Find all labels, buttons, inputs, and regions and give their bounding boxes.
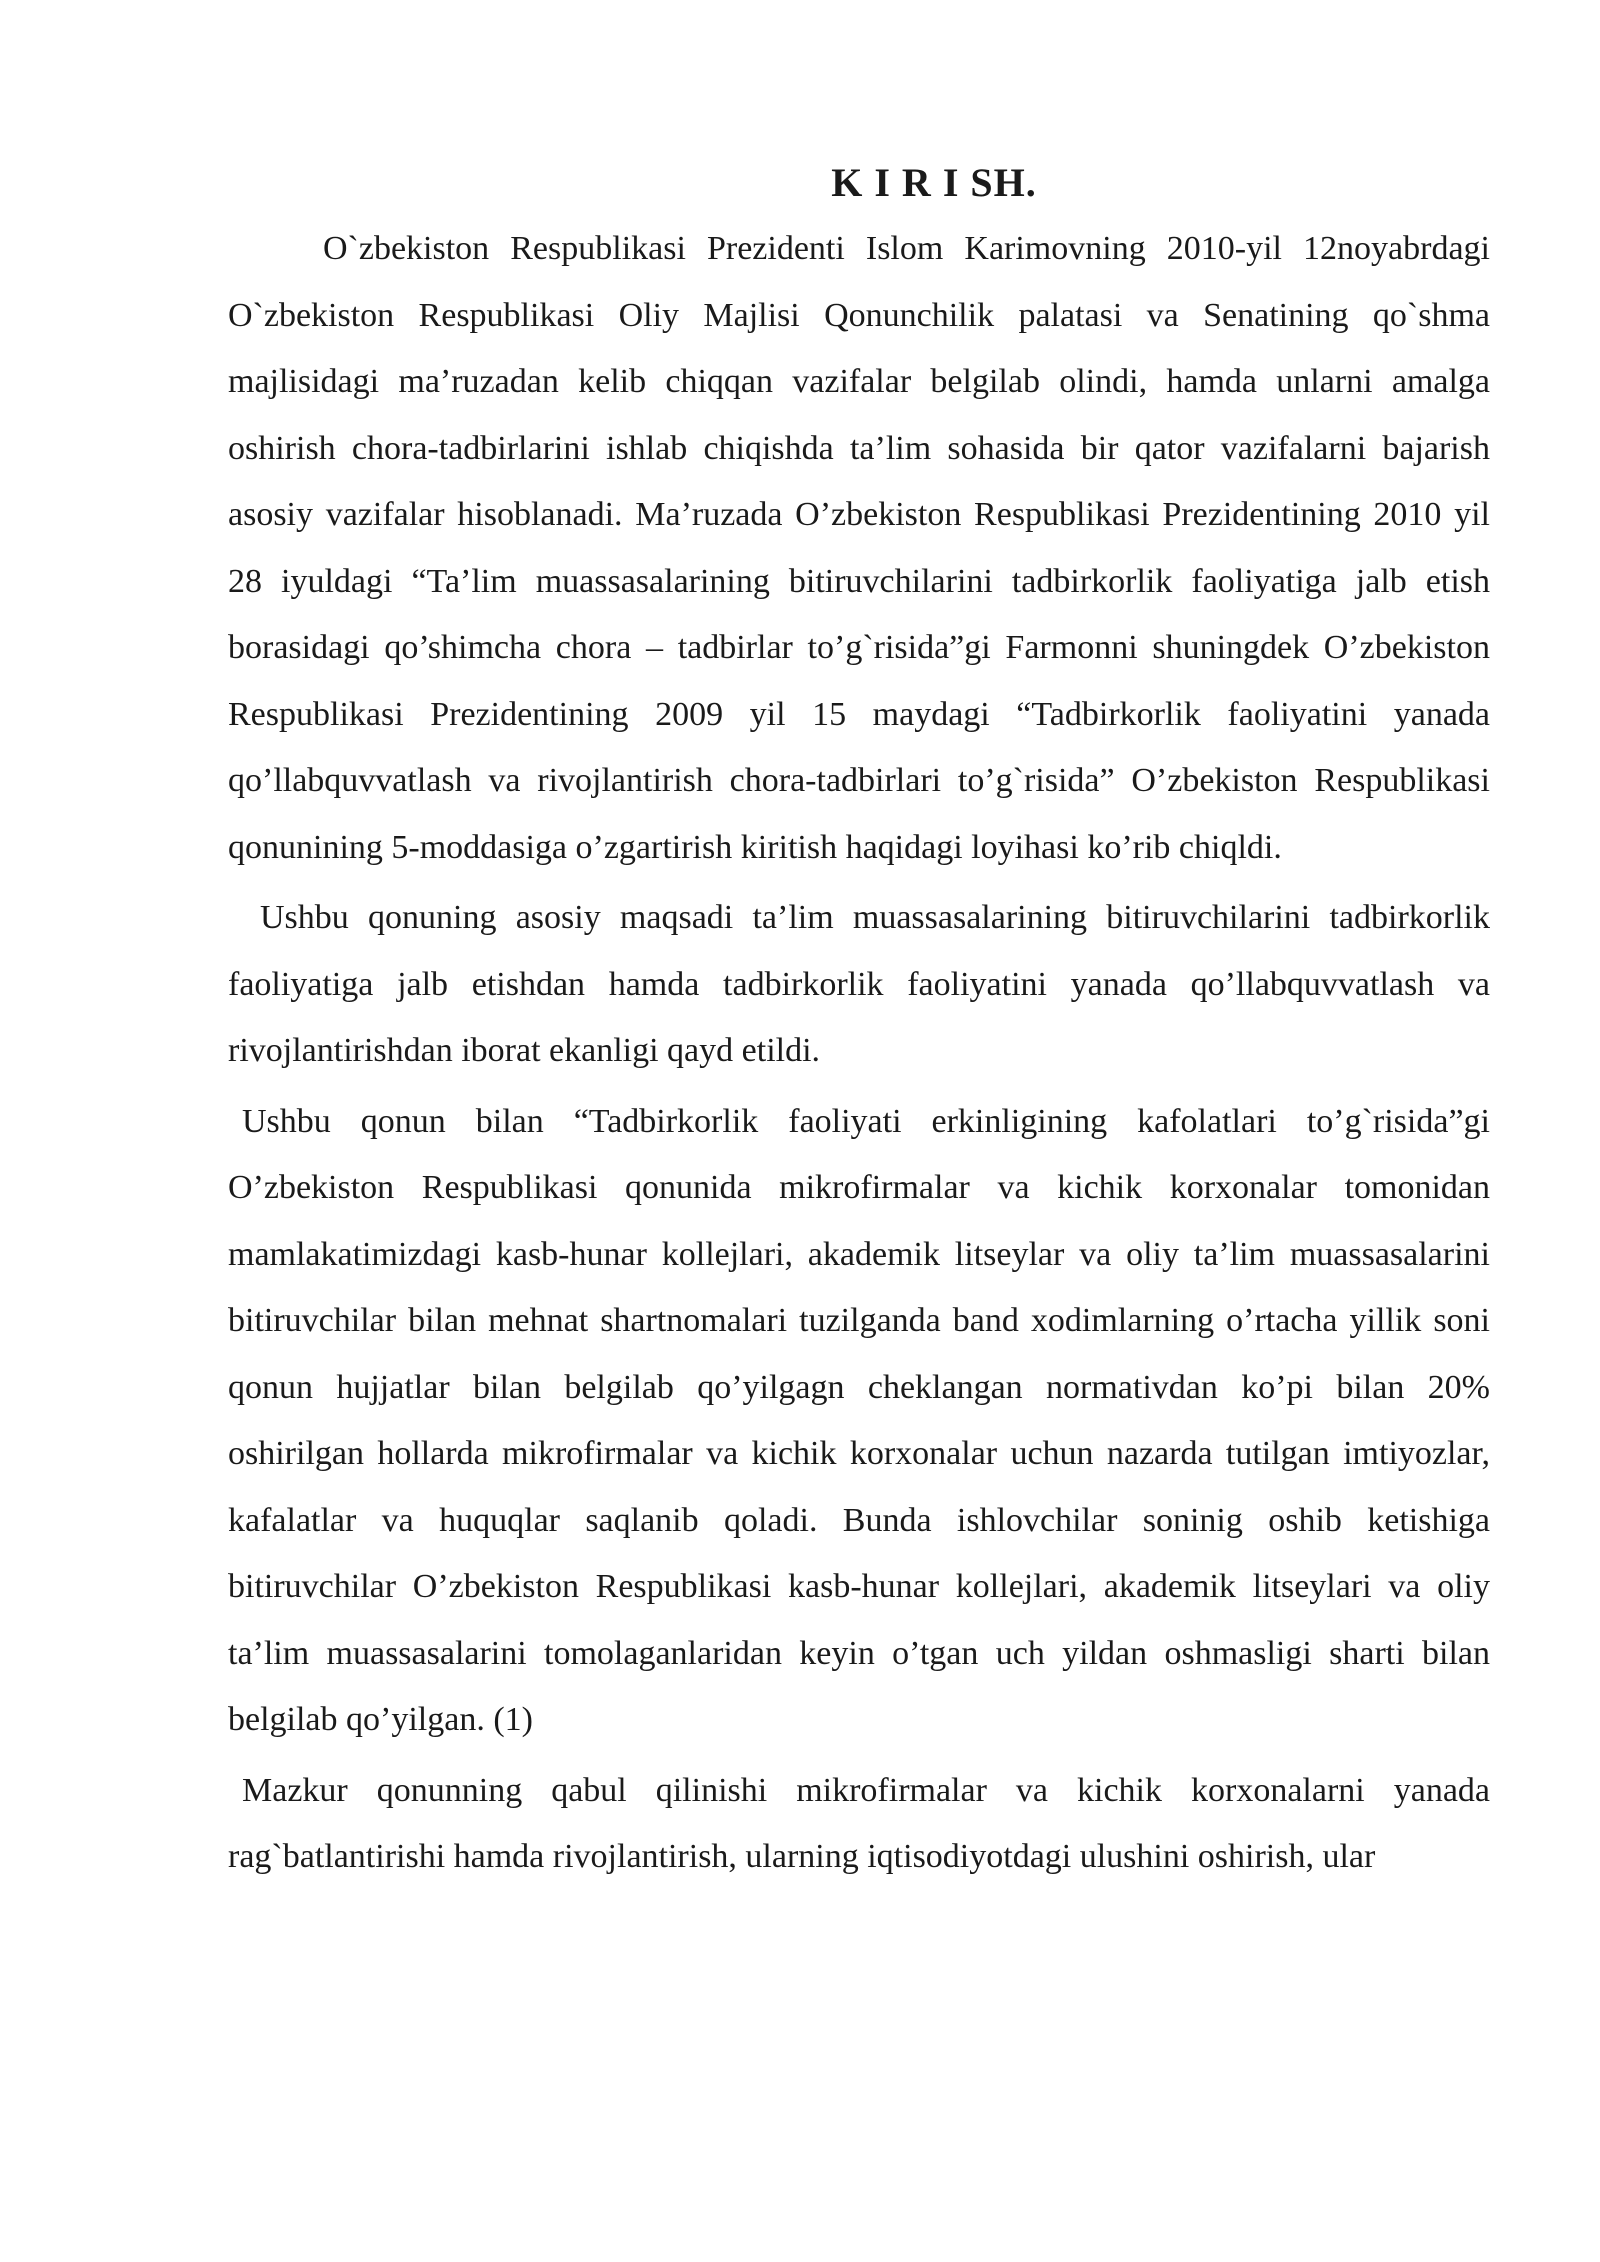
page-title: K I R I SH. [831,160,1037,205]
paragraph-conclusion: Mazkur qonunning qabul qilinishi mikrofirmalar va kichik korxonalarni yanada rag`batlantirishi hamda rivojlantirish, ularning iqtisodiyotdagi ulushini oshirish, ular [228,1771,1490,1875]
paragraph-law-purpose: Ushbu qonuning asosiy maqsadi ta’lim muassasalarining bitiruvchilarini tadbirkorlik faoliyatiga jalb etishdan hamda tadbirkorlik faoliyatini yanada qo’llabquvvatlash va rivojlantirishdan iborat ekanligi qayd etildi. [228,899,1490,1069]
paragraph-law-details: Ushbu qonun bilan “Tadbirkorlik faoliyati erkinligining kafolatlari to’g`risida”gi O’zbekiston Respublikasi qonunida mikrofirmalar va kichik korxonalar tomonidan mamlakatimizdagi kasb-hunar kollejlari, akademik litseylar va oliy ta’lim muassasalarini bitiruvchilar bilan mehnat shartnomalari tuzilganda band xodimlarning o’rtacha yillik soni qonun hujjatlar bilan belgilab qo’yilgagn cheklangan normativdan ko’pi bilan 20% oshirilgan hollarda mikrofirmalar va kichik korxonalar uchun nazarda tutilgan imtiyozlar, kafalatlar va huquqlar saqlanib qoladi. Bunda ishlovchilar soninig oshib ketishiga bitiruvchilar O’zbekiston Respublikasi kasb-hunar kollejlari, akademik litseylari va oliy ta’lim muassasalarini tomolaganlaridan keyin o’tgan uch yildan oshmasligi sharti bilan belgilab qo’yilgan. (1) [228,1102,1490,1738]
paragraph-intro: O`zbekiston Respublikasi Prezidenti Islom Karimovning 2010-yil 12noyabrdagi O`zbekiston Respublikasi Oliy Majlisi Qonunchilik palatasi va Senatining qo`shma majlisidagi ma’ruzadan kelib chiqqan vazifalar belgilab olindi, hamda unlarni amalga oshirish chora-tadbirlarini ishlab chiqishda ta’lim sohasida bir qator vazifalarni bajarish asosiy vazifalar hisoblanadi. Ma’ruzada O’zbekiston Respublikasi Prezidentining 2010 yil 28 iyuldagi “Ta’lim muassasalarining bitiruvchilarini tadbirkorlik faoliyatiga jalb etish borasidagi qo’shimcha chora – tadbirlar to’g`risida”gi Farmonni shuningdek O’zbekiston Respublikasi Prezidentining 2009 yil 15 maydagi “Tadbirkorlik faoliyatini yanada qo’llabquvvatlash va rivojlantirish chora-tadbirlari to’g`risida” O’zbekiston Respublikasi qonunining 5-moddasiga o’zgartirish kiritish haqidagi loyihasi ko’rib chiqldi. [228,230,1490,866]
document-body [228,150,1490,1891]
